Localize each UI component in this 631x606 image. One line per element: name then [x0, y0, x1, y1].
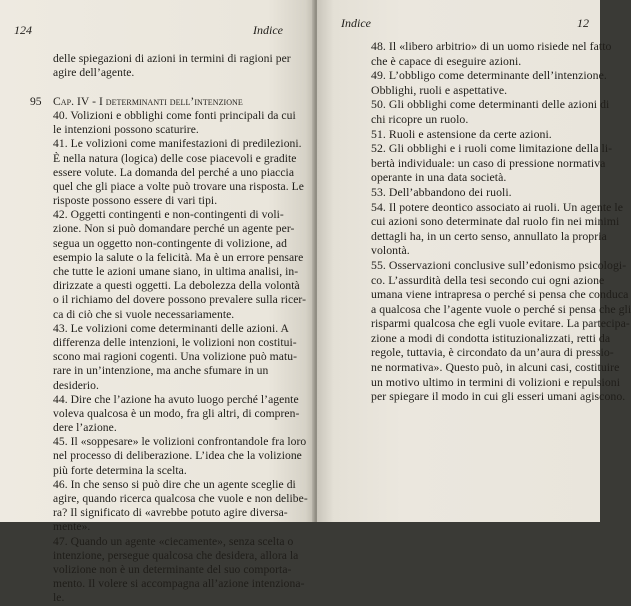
- running-head: Indice: [253, 23, 283, 37]
- text-line: o il richiamo del dovere possono prevalere sulla ricer-: [53, 293, 306, 307]
- text-line: a qualcosa che l’agente vuole o perché si pensa che gli: [371, 301, 631, 316]
- text-line: le intenzioni possono scaturire.: [53, 123, 199, 137]
- text-line: desiderio.: [53, 378, 99, 392]
- text-line: che tutte le azioni umane siano, in ultima analisi, in-: [53, 265, 299, 279]
- text-line: Obblighi, ruoli e aspettative.: [371, 82, 508, 97]
- text-line: più forte determina la scelta.: [53, 463, 187, 477]
- text-line: zione. Non si può domandare perché un agente per-: [53, 222, 295, 236]
- running-head: Indice: [341, 16, 371, 30]
- text-line: rare in un’intenzione, ma anche sfumare in un: [53, 364, 269, 378]
- text-line: nel processo di deliberazione. L’idea che la volizione: [53, 449, 302, 463]
- text-line: voleva qualcosa è un modo, fra gli altri, di compren-: [53, 406, 300, 420]
- text-line: 48. Il «libero arbitrio» di un uomo risiede nel fatto: [371, 39, 612, 53]
- text-line: 42. Oggetti contingenti e non-contingenti di voli-: [53, 208, 284, 222]
- text-line: 46. In che senso si può dire che un agente sceglie di: [53, 477, 296, 491]
- text-line: ra? Il significato di «avrebbe potuto agire diversa-: [53, 506, 288, 520]
- text-line: le.: [53, 591, 65, 605]
- text-line: mente».: [53, 520, 91, 534]
- text-line: ca di ciò che si vuole necessariamente.: [53, 307, 235, 321]
- page-number: 124: [14, 23, 32, 37]
- text-line: mento. Il volere si accompagna all’azione intenziona-: [53, 577, 305, 591]
- text-line: 40. Volizioni e obblighi come fonti principali da cui: [53, 108, 296, 122]
- text-line: 51. Ruoli e astensione da certe azioni.: [371, 126, 552, 141]
- text-line: dettagli ha, in un certo senso, annullato la propria: [371, 228, 607, 243]
- text-line: agire, quando ricerca qualcosa che vuole e non delibe-: [53, 492, 308, 506]
- text-line: 52. Gli obblighi e i ruoli come limitazione della li-: [371, 141, 613, 156]
- text-line: segua un oggetto non-contingente di volizione, ad: [53, 236, 287, 250]
- text-line: operante in una data società.: [371, 170, 507, 185]
- text-line: esempio la salute o la felicità. Ma è un errore pensare: [53, 250, 304, 264]
- text-line: 43. Le volizioni come determinanti delle azioni. A: [53, 321, 289, 335]
- text-line: che è capace di eseguire azioni.: [371, 53, 522, 68]
- text-line: cui azioni sono determinate dal ruolo fin nei minimi: [371, 214, 620, 229]
- text-line: regole, tuttavia, è circondato da un’aura di pressio-: [371, 345, 614, 360]
- text-line: dirizzate a questi oggetti. La debolezza della volontà: [53, 279, 300, 293]
- margin-page-number: 95: [30, 95, 42, 108]
- text-line: essere volute. La domanda del perché a uno piaccia: [53, 165, 295, 179]
- text-line: 54. Il potere deontico associato ai ruoli. Un agente le: [371, 199, 624, 214]
- text-line: per spiegare il modo in cui gli esseri umani agiscono.: [371, 389, 626, 404]
- page-number: 12: [577, 16, 589, 30]
- right-page-text: [371, 39, 631, 404]
- text-line: 41. Le volizioni come manifestazioni di predilezioni.: [53, 137, 302, 151]
- text-line: un motivo ultimo in termini di volizioni e repulsioni: [371, 374, 621, 389]
- right-page: [317, 0, 631, 522]
- text-line: volizione non è un determinante del suo comporta-: [53, 562, 292, 576]
- text-line: zione a modi di condotta istituzionalizzati, retti da: [371, 330, 611, 345]
- text-line: intenzione, persegue qualcosa che desidera, allora la: [53, 548, 299, 562]
- text-line: scono mai ragioni cogenti. Una volizione può matu-: [53, 350, 297, 364]
- text-line: volontà.: [371, 243, 410, 258]
- text-line: 45. Il «soppesare» le volizioni confrontandole fra loro: [53, 435, 307, 449]
- chapter-heading: Cap. IV - I determinanti dell’intenzione: [53, 94, 243, 108]
- text-line: risparmi qualcosa che egli vuole evitare. La partecipa-: [371, 316, 630, 331]
- left-page-text: [53, 52, 307, 606]
- text-line: 49. L’obbligo come determinante dell’intenzione.: [371, 68, 607, 83]
- text-line: quel che gli piace a volte può trovare una risposta. Le: [53, 179, 304, 193]
- text-line: dere l’azione.: [53, 421, 117, 435]
- text-line: agire dell’agente.: [53, 66, 135, 80]
- text-line: differenza delle intenzioni, le volizioni non costitui-: [53, 335, 297, 349]
- left-page: [0, 0, 315, 605]
- text-line: umana viene intrapresa o perché si pensa che conduca: [371, 287, 629, 302]
- text-line: chi ricopre un ruolo.: [371, 111, 469, 126]
- text-line: 47. Quando un agente «ciecamente», senza scelta o: [53, 534, 294, 548]
- text-line: 44. Dire che l’azione ha avuto luogo perché l’agente: [53, 392, 299, 406]
- text-line: 55. Osservazioni conclusive sull’edonismo psicologi-: [371, 257, 627, 272]
- text-line: risposte possono essere di vari tipi.: [53, 194, 218, 208]
- text-line: È nella natura (logica) delle cose piacevoli e gradite: [53, 151, 297, 165]
- text-line: 50. Gli obblighi come determinanti delle azioni di: [371, 97, 610, 112]
- text-line: ne normativa». Questo può, in alcuni casi, costituire: [371, 360, 620, 375]
- text-line: co. L’assurdità della tesi secondo cui ogni azione: [371, 272, 605, 287]
- text-line: 53. Dell’abbandono dei ruoli.: [371, 184, 512, 199]
- text-line: bertà individuale: un caso di pressione normativa: [371, 155, 606, 170]
- text-line: delle spiegazioni di azioni in termini di ragioni per: [53, 52, 291, 65]
